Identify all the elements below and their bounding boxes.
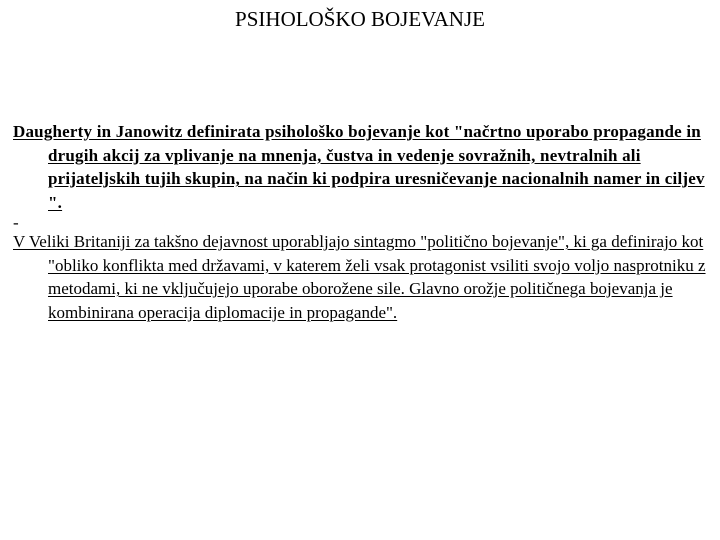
slide-title: PSIHOLOŠKO BOJEVANJE [235,7,485,31]
slide-content [13,120,718,324]
definition-paragraph-political-warfare: V Veliki Britaniji za takšno dejavnost uporabljajo sintagmo "politično bojevanje", ki ga definirajo kot "obliko konflikta med državami, v katerem želi vsak protagonist vsiliti svojo voljo nasprotniku z metodami, ki ne vključujejo uporabe oborožene sile. Glavno orožje političnega bojevanja je kombinirana operacija diplomacije in propagande". [13,232,706,322]
paragraph-separator: - [13,216,19,230]
definition-paragraph-daugherty-janowitz: Daugherty in Janowitz definirata psihološko bojevanje kot "načrtno uporabo propagande in drugih akcij za vplivanje na mnenja, čustva in vedenje sovražnih, nevtralnih ali prijateljskih tujih skupin, na način ki podpira uresničevanje nacionalnih namer in ciljev ". [13,122,705,212]
